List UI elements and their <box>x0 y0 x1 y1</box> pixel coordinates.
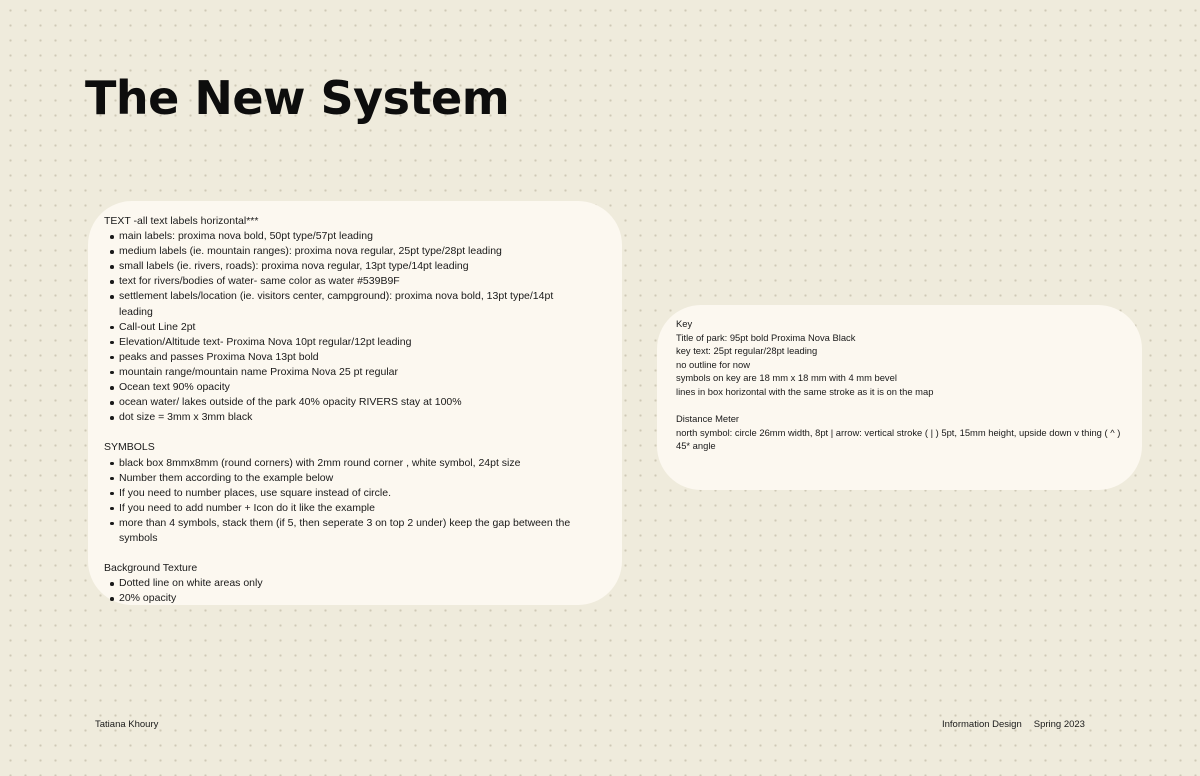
list-item: mountain range/mountain name Proxima Nova 25 pt regular <box>104 365 622 380</box>
list-item: main labels: proxima nova bold, 50pt type/57pt leading <box>104 229 622 244</box>
term-label: Spring 2023 <box>1033 719 1085 730</box>
list-item: Ocean text 90% opacity <box>104 380 622 395</box>
list-item: more than 4 symbols, stack them (if 5, then seperate 3 on top 2 under) keep the gap between the symbols <box>104 516 622 546</box>
spacer <box>104 425 622 440</box>
list-item: Call-out Line 2pt <box>104 320 622 335</box>
key-line: no outline for now <box>676 358 751 370</box>
spacer <box>104 546 622 561</box>
distance-line: north symbol: circle 26mm width, 8pt | arrow: vertical stroke ( | ) 5pt, 15mm height, upside down v thing ( ^ ) <box>676 426 1121 438</box>
course-name: Information Design <box>942 719 1022 730</box>
list-item: medium labels (ie. mountain ranges): proxima nova regular, 25pt type/28pt leading <box>104 244 622 259</box>
list-item: text for rivers/bodies of water- same color as water #539B9F <box>104 274 622 289</box>
text-guidelines-card <box>88 201 622 605</box>
text-guidelines-list <box>104 229 622 425</box>
background-guidelines-list <box>104 576 622 606</box>
symbols-guidelines-list <box>104 456 622 547</box>
key-line: key text: 25pt regular/28pt leading <box>676 345 818 357</box>
list-item: Number them according to the example below <box>104 471 622 486</box>
symbols-section-heading: SYMBOLS <box>104 441 155 454</box>
list-item: dot size = 3mm x 3mm black <box>104 410 622 425</box>
key-line: Title of park: 95pt bold Proxima Nova Black <box>676 331 856 343</box>
list-item: If you need to add number + Icon do it like the example <box>104 501 622 516</box>
key-guidelines-card <box>657 305 1142 490</box>
list-item: ocean water/ lakes outside of the park 40% opacity RIVERS stay at 100% <box>104 395 622 410</box>
distance-meter-heading: Distance Meter <box>676 413 740 425</box>
background-section-heading: Background Texture <box>104 562 198 575</box>
author-name: Tatiana Khoury <box>95 719 159 730</box>
key-line: symbols on key are 18 mm x 18 mm with 4 mm bevel <box>676 372 897 384</box>
key-line: lines in box horizontal with the same stroke as it is on the map <box>676 385 934 397</box>
distance-line: 45* angle <box>676 440 716 452</box>
key-heading: Key <box>676 318 693 329</box>
list-item: black box 8mmx8mm (round corners) with 2mm round corner , white symbol, 24pt size <box>104 456 622 471</box>
footer-course-info <box>942 719 1085 730</box>
list-item: settlement labels/location (ie. visitors center, campground): proxima nova bold, 13pt type/14pt leading <box>104 289 622 319</box>
list-item: Dotted line on white areas only <box>104 576 622 591</box>
list-item: small labels (ie. rivers, roads): proxima nova regular, 13pt type/14pt leading <box>104 259 622 274</box>
text-section-heading: TEXT -all text labels horizontal*** <box>104 215 259 227</box>
page-title: The New System <box>85 71 510 125</box>
spacer <box>676 399 1142 413</box>
list-item: Elevation/Altitude text- Proxima Nova 10pt regular/12pt leading <box>104 335 622 350</box>
list-item: peaks and passes Proxima Nova 13pt bold <box>104 350 622 365</box>
list-item: If you need to number places, use square instead of circle. <box>104 486 622 501</box>
list-item: 20% opacity <box>104 591 622 606</box>
